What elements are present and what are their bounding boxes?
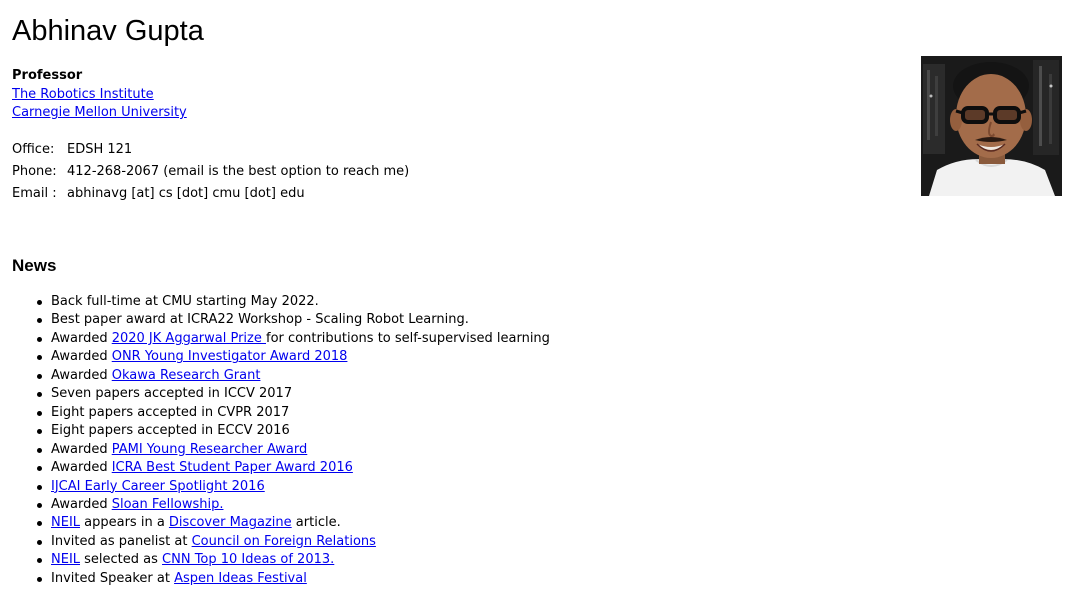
cnn-top-ideas-link[interactable]: CNN Top 10 Ideas of 2013.	[162, 552, 335, 568]
email-label: Email :	[12, 186, 57, 201]
news-item	[51, 348, 550, 366]
news-text: Awarded	[51, 496, 112, 512]
news-item	[51, 293, 550, 311]
email-value: abhinavg [at] cs [dot] cmu [dot] edu	[67, 186, 305, 201]
news-item	[51, 459, 550, 477]
news-text: Best paper award at ICRA22 Workshop - Scaling Robot Learning.	[51, 312, 469, 328]
office-row	[12, 139, 409, 161]
cfr-link[interactable]: Council on Foreign Relations	[191, 533, 376, 549]
news-item	[51, 385, 550, 403]
icra-award-link[interactable]: ICRA Best Student Paper Award 2016	[111, 460, 353, 476]
pami-award-link[interactable]: PAMI Young Researcher Award	[111, 441, 308, 457]
office-label: Office:	[12, 142, 55, 157]
news-item	[51, 551, 550, 569]
news-list	[51, 293, 550, 588]
news-text: Awarded	[51, 367, 112, 383]
neil-link[interactable]: NEIL	[51, 515, 81, 531]
news-text: Invited as panelist at	[51, 533, 192, 549]
news-text: Eight papers accepted in ECCV 2016	[51, 423, 290, 439]
ijcai-spotlight-link[interactable]: IJCAI Early Career Spotlight 2016	[51, 478, 265, 494]
phone-value: 412-268-2067 (email is the best option to reach me)	[67, 164, 410, 179]
profile-photo-image	[921, 56, 1062, 196]
neil-link[interactable]: NEIL	[51, 552, 81, 568]
news-text: article.	[291, 515, 341, 531]
news-text: Awarded	[51, 460, 112, 476]
robotics-institute-link[interactable]: The Robotics Institute	[12, 86, 154, 102]
news-text: Awarded	[51, 441, 112, 457]
news-text: Seven papers accepted in ICCV 2017	[51, 386, 293, 402]
aspen-ideas-link[interactable]: Aspen Ideas Festival	[174, 570, 307, 586]
news-heading: News	[12, 256, 57, 275]
affiliation-block	[12, 67, 187, 123]
phone-row	[12, 161, 409, 183]
news-item	[51, 496, 550, 514]
news-text: selected as	[80, 552, 163, 568]
cmu-link[interactable]: Carnegie Mellon University	[12, 105, 187, 120]
jk-aggarwal-prize-link[interactable]: 2020 JK Aggarwal Prize	[111, 330, 266, 346]
news-text: Awarded	[51, 349, 112, 365]
news-item	[51, 330, 550, 348]
office-value: EDSH 121	[67, 142, 133, 157]
news-text: for contributions to self-supervised learning	[266, 330, 550, 346]
news-item	[51, 570, 550, 588]
news-item	[51, 311, 550, 329]
discover-magazine-link[interactable]: Discover Magazine	[168, 515, 292, 531]
news-text: Awarded	[51, 330, 112, 346]
email-row	[12, 183, 409, 205]
page-title: Abhinav Gupta	[12, 15, 204, 47]
news-text: Back full-time at CMU starting May 2022.	[51, 294, 319, 309]
onr-award-link[interactable]: ONR Young Investigator Award 2018	[111, 349, 348, 365]
news-item	[51, 514, 550, 532]
okawa-grant-link[interactable]: Okawa Research Grant	[111, 367, 261, 383]
news-item	[51, 367, 550, 385]
phone-label: Phone:	[12, 164, 57, 179]
news-item	[51, 533, 550, 551]
news-text: Eight papers accepted in CVPR 2017	[51, 404, 290, 420]
sloan-fellowship-link[interactable]: Sloan Fellowship.	[111, 496, 224, 512]
news-text: appears in a	[80, 515, 169, 531]
profile-photo	[921, 56, 1062, 196]
contact-block	[12, 139, 409, 205]
news-text: Invited Speaker at	[51, 570, 175, 586]
news-item	[51, 478, 550, 496]
news-item	[51, 441, 550, 459]
job-title: Professor	[12, 68, 83, 83]
news-item	[51, 422, 550, 440]
news-item	[51, 404, 550, 422]
